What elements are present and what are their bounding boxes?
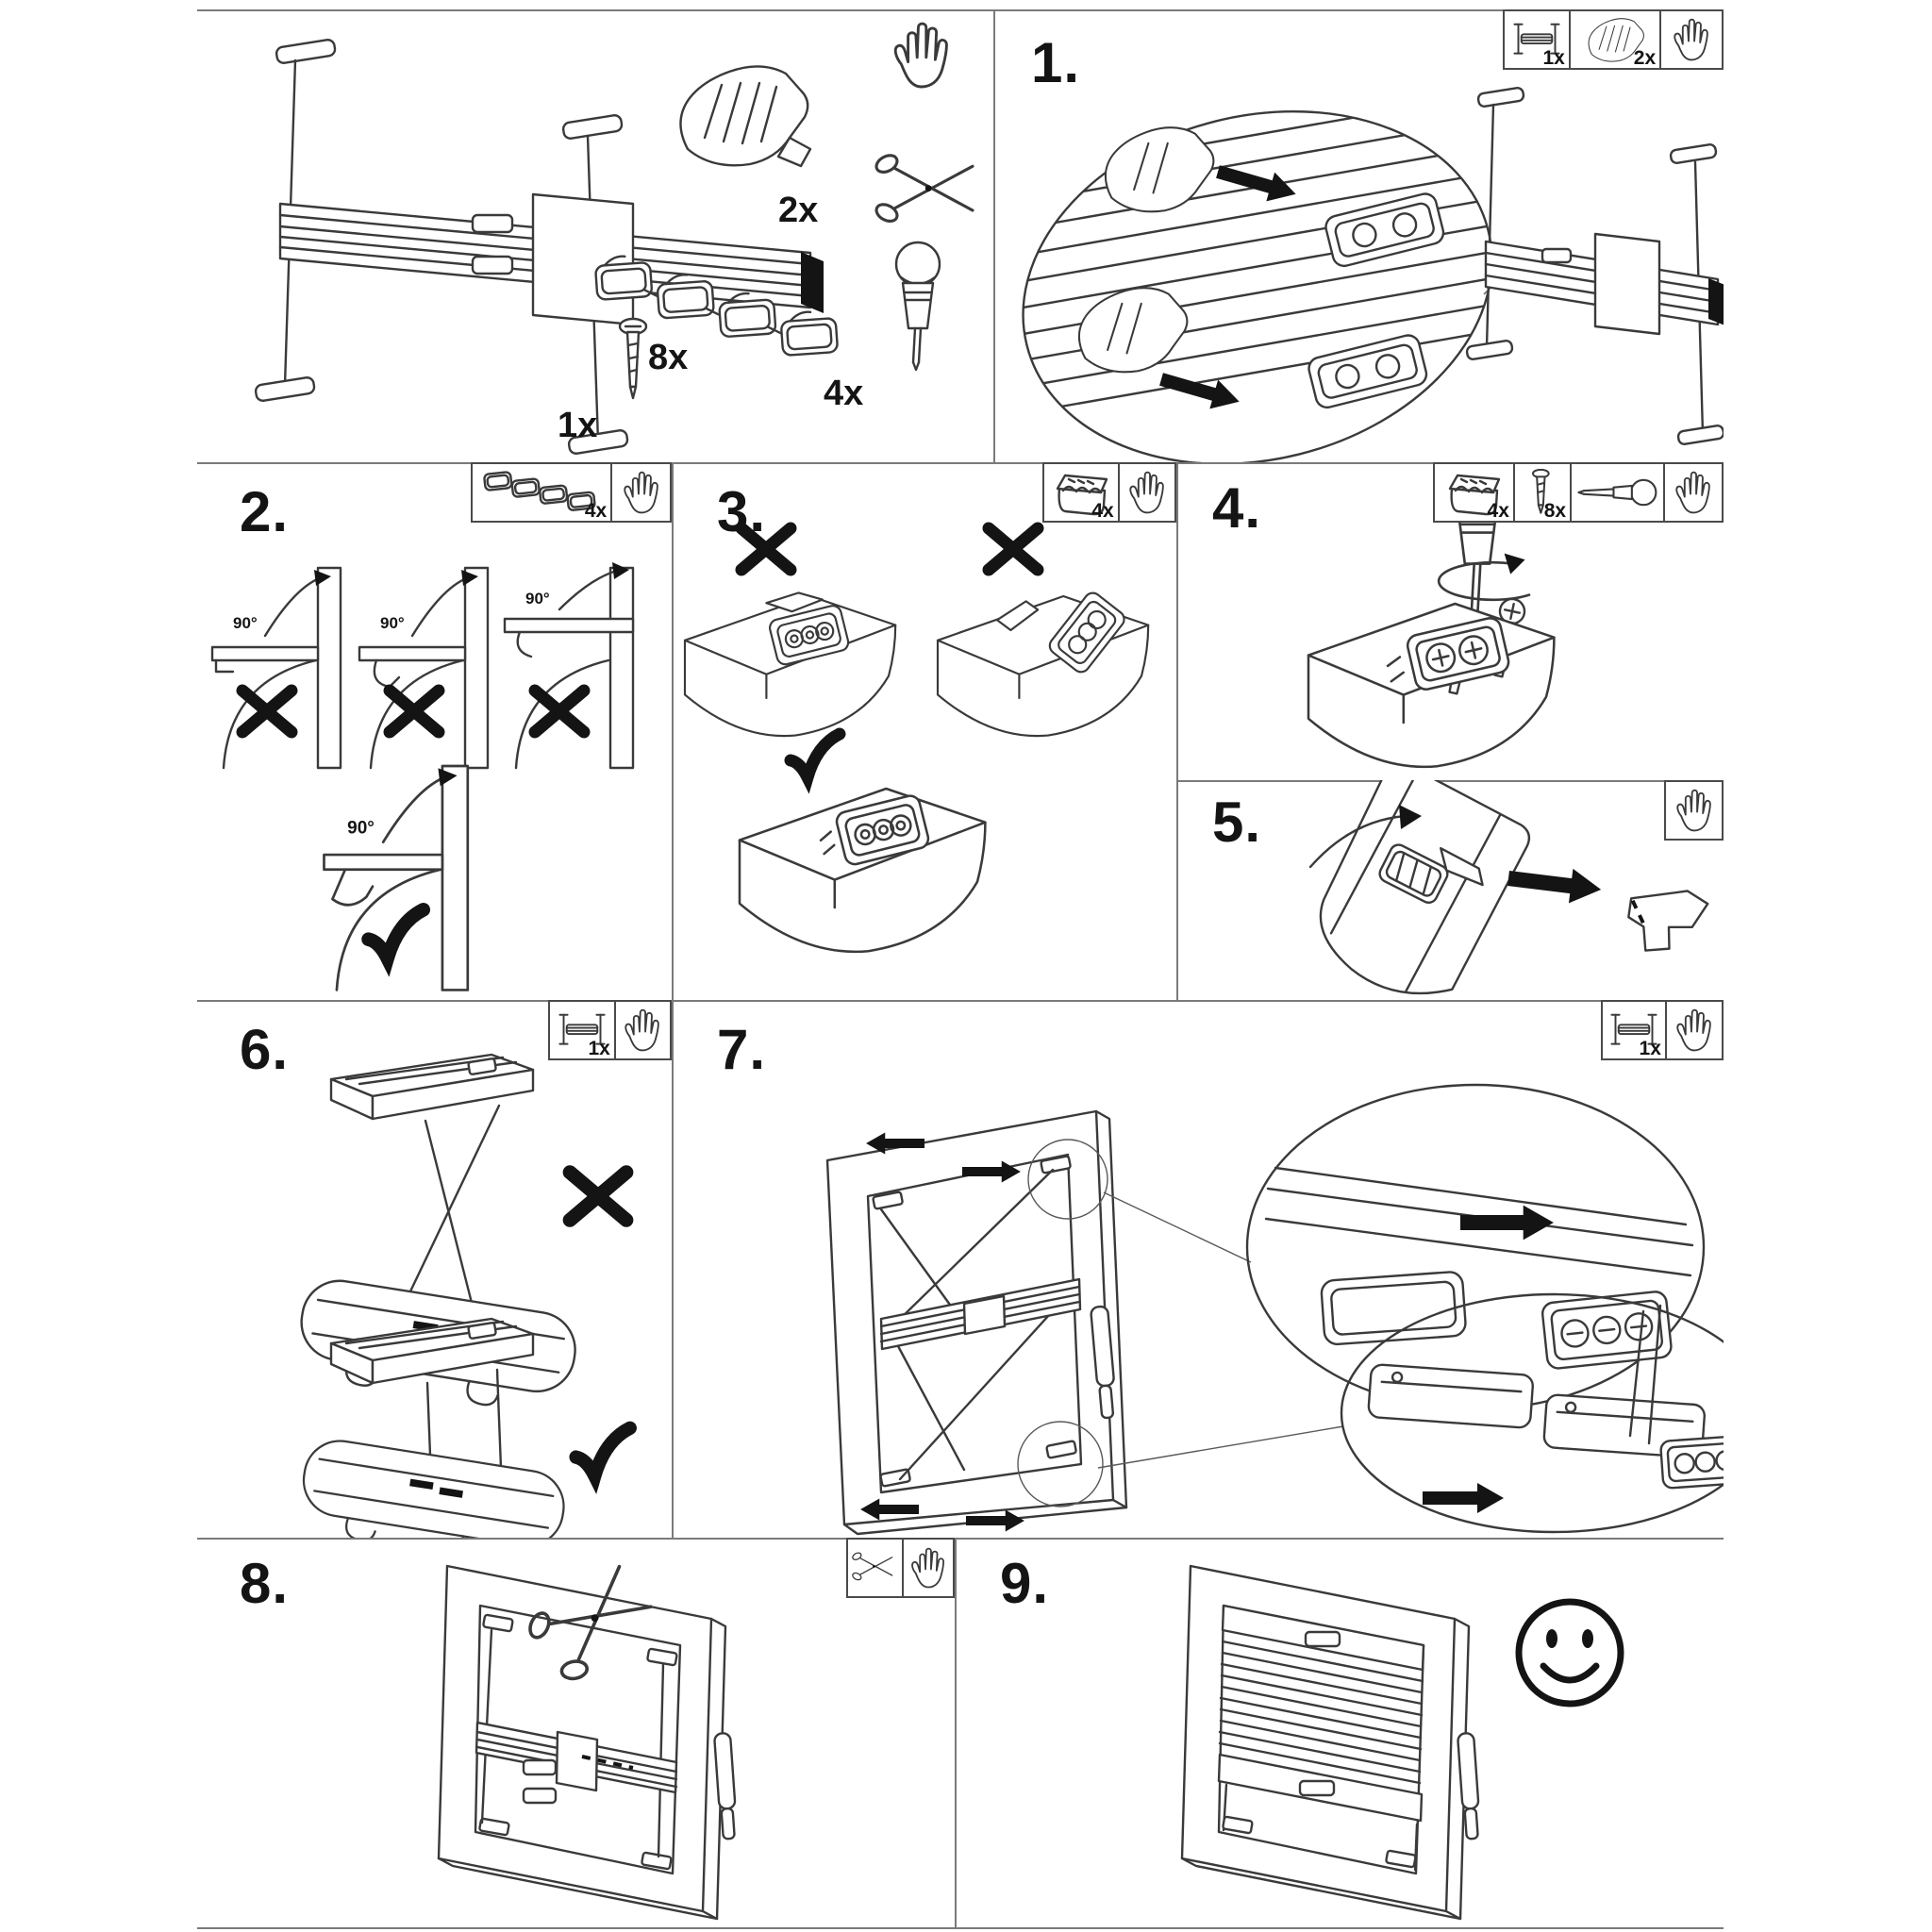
hand-icon [620,469,663,516]
clip-count-label: 2x [778,191,819,230]
cover-piece-drawing [1620,878,1709,962]
hand-icon [1670,16,1713,63]
tool-cell-hand [1663,464,1722,521]
screw-count-label: 8x [648,338,689,377]
corner-diagram-correct [324,766,467,990]
tool-count: 4x [1091,500,1114,522]
step-5-tools-box [1664,780,1724,841]
hand-icon [1125,469,1169,516]
tool-count: 8x [1543,500,1567,522]
step-8-illustration [197,1538,955,1928]
panel-step-7 [672,1000,1724,1538]
tool-cell-hand [1659,11,1722,68]
scissors-icon [852,1549,897,1587]
step-6-tools-box [548,1000,672,1060]
step-7-number: 7. [717,1018,767,1081]
tool-cell-hand [1666,782,1722,839]
clamp-clip-drawing [680,66,810,166]
tool-count: 1x [588,1038,610,1059]
tool-cell-hand [1118,464,1174,521]
panel-step-2 [197,462,672,1000]
step-4-number: 4. [1212,476,1262,540]
step-3-number: 3. [717,480,767,543]
latch-block-bottom [1307,333,1428,409]
screwdriver-mini-icon [1575,472,1658,513]
tool-cell-bracket-box [1435,464,1513,521]
sill-block-correct [740,789,985,952]
step-1-illustration [993,9,1724,462]
step-6-number: 6. [240,1018,290,1081]
hand-icon [908,1545,949,1591]
sill-block-wrong-2 [938,590,1148,736]
tool-cell-blind [1505,11,1569,68]
corner-diagram-wrong-2 [359,568,488,768]
window-drawing [827,1111,1126,1534]
clip-sliding-bottom [1079,288,1188,372]
hand-icon [1672,469,1715,516]
svg-text:90°: 90° [525,590,550,608]
clip-sliding-top [1106,127,1214,211]
hand-icon [621,1007,664,1054]
tool-cell-screw [1513,464,1570,521]
step-3-tools-box [1042,462,1176,523]
sill-block-wrong-1 [685,592,895,736]
tool-cell-bracket-box [1044,464,1118,521]
tool-count: 1x [1639,1038,1661,1059]
panel-step-3 [672,462,1176,1000]
tool-cell-screwdriver [1570,464,1663,521]
parts-illustration [197,9,993,462]
panel-step-4 [1176,462,1724,780]
panel-step-8 [197,1538,955,1928]
detail-top-rail [1247,1085,1704,1409]
tool-cell-hand [1665,1002,1722,1058]
hand-icon [1673,1007,1716,1054]
screwdriver-icon [896,242,940,370]
panel-step-6 [197,1000,672,1538]
smiley-face-icon [1519,1602,1621,1704]
tool-count: 1x [1542,47,1565,69]
window-drawing [1182,1566,1481,1919]
latch-block-top [1324,192,1445,268]
corner-diagram-wrong-3 [505,562,633,768]
blind-count-label: 1x [558,406,598,445]
screw-drawing [620,319,646,398]
hand-icon [1673,787,1716,834]
tool-cell-bracket-strip [473,464,610,521]
blind-assembly-small [1466,87,1724,444]
bracket-strip-count-label: 4x [824,374,864,413]
step-8-number: 8. [240,1552,290,1615]
tool-count: 2x [1633,47,1657,69]
step-8-tools-box [846,1538,955,1598]
sill-block-with-bracket [1308,604,1554,767]
arrow-right-bottom [1158,365,1243,416]
step-5-number: 5. [1212,791,1262,854]
tool-cell-scissors [848,1540,902,1596]
step-4-tools-box [1433,462,1724,523]
step-1-tools-box [1503,9,1724,70]
step-7-illustration [672,1000,1724,1538]
tool-cell-blind [1603,1002,1665,1058]
step-2-number: 2. [240,480,290,543]
tool-cell-hand [902,1540,953,1596]
corner-diagram-wrong-1 [212,568,341,768]
tool-cell-clip [1569,11,1659,68]
hand-icon [895,24,946,87]
panel-parts [197,9,993,462]
tool-cell-hand [614,1002,670,1058]
step-9-number: 9. [1000,1552,1050,1615]
tool-count: 4x [584,500,608,522]
step-1-number: 1. [1031,31,1081,94]
svg-text:90°: 90° [380,614,405,632]
svg-text:90°: 90° [233,614,258,632]
panel-step-9 [955,1538,1724,1928]
arrow-remove-cover [1507,861,1604,908]
tool-count: 4x [1487,500,1509,522]
svg-text:90°: 90° [347,818,375,839]
tool-cell-hand [610,464,670,521]
step-9-illustration [955,1538,1724,1928]
step-2-tools-box [471,462,672,523]
panel-step-1 [993,9,1724,462]
step-7-tools-box [1601,1000,1724,1060]
cords-straight-diagram [295,1319,630,1538]
tool-cell-blind [550,1002,614,1058]
panel-step-5 [1176,780,1724,1000]
scissors-icon [874,152,973,225]
